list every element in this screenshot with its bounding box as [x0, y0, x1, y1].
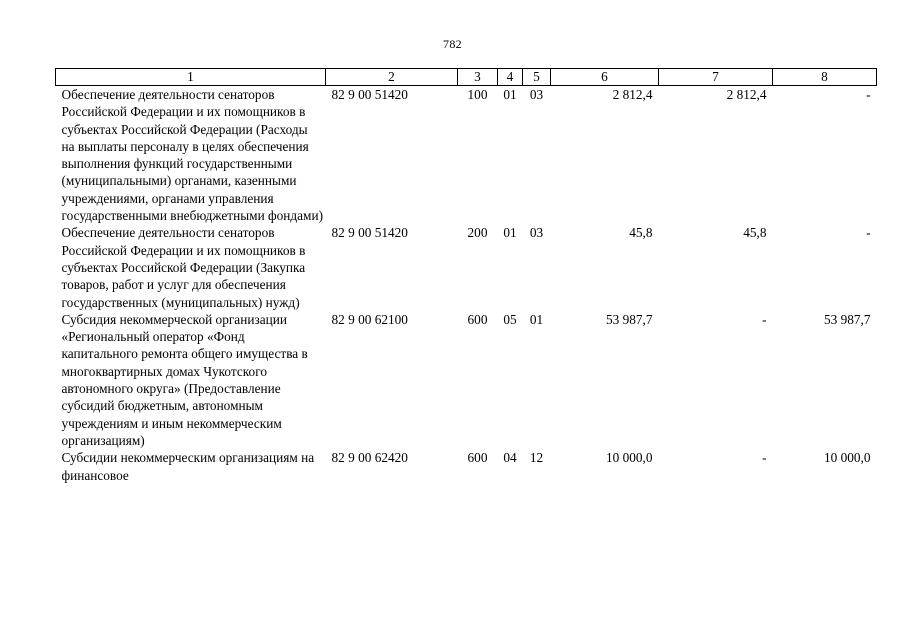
row-target-code: 82 9 00 51420: [331, 225, 408, 241]
row-total: 53 987,7: [605, 311, 653, 327]
header-row: [56, 69, 877, 86]
header-cell-1: 1: [56, 69, 326, 86]
table-row: [56, 224, 877, 310]
row-name: Субсидия некоммерческой организации «Региональный оператор «Фонд капитального ремонта общего имущества в многоквартирных домах Чукотского автономного округа» (Предоставление субсидий бюджетным, автономным учреждениям и иным некоммерческим организациям): [61, 311, 308, 448]
row-col8: 53 987,7: [823, 311, 871, 327]
header-cell-5: 5: [523, 69, 551, 86]
row-col7: 45,8: [743, 225, 767, 241]
row-col7: -: [762, 450, 767, 466]
page-number: 782: [443, 37, 462, 51]
table-body: [56, 86, 877, 484]
row-target-code: 82 9 00 51420: [331, 87, 408, 102]
row-subsection: 03: [529, 225, 544, 241]
row-col8: 10 000,0: [823, 450, 871, 466]
row-col7: -: [762, 311, 767, 327]
row-section: 01: [503, 225, 517, 241]
row-name: Обеспечение деятельности сенаторов Российской Федерации и их помощников в субъектах Российской Федерации (Расходы на выплаты персоналу в целях обеспечения выполнения функций государственными (муниципальными) органами, казенными учреждениями, органами управления государственными внебюджетными фондами): [61, 87, 324, 224]
row-name: Обеспечение деятельности сенаторов Российской Федерации и их помощников в субъектах Российской Федерации (Закупка товаров, работ и услуг для обеспечения государственных (муниципальных) нужд): [61, 225, 306, 310]
row-target-code: 82 9 00 62100: [331, 311, 408, 327]
row-total: 45,8: [629, 225, 653, 241]
row-target-code: 82 9 00 62420: [331, 450, 408, 466]
row-expense-type: 200: [467, 225, 488, 241]
header-cell-7: 7: [659, 69, 773, 86]
row-section: 04: [503, 450, 517, 466]
row-section: 01: [503, 87, 517, 102]
header-cell-3: 3: [458, 69, 498, 86]
budget-table: [55, 68, 877, 484]
row-total: 10 000,0: [605, 450, 653, 466]
header-cell-4: 4: [498, 69, 523, 86]
row-expense-type: 100: [467, 87, 488, 102]
row-subsection: 12: [529, 450, 544, 466]
row-col7: 2 812,4: [726, 87, 767, 102]
table-header: [56, 69, 877, 86]
row-subsection: 01: [529, 311, 544, 327]
header-cell-2: 2: [326, 69, 458, 86]
header-cell-8: 8: [773, 69, 877, 86]
row-name: Субсидии некоммерческим организациям на финансовое: [61, 450, 315, 483]
table-row: [56, 311, 877, 449]
row-subsection: 03: [529, 87, 544, 102]
row-expense-type: 600: [467, 450, 488, 466]
row-col8: -: [866, 87, 871, 102]
table-row: [56, 449, 877, 484]
row-total: 2 812,4: [612, 87, 653, 102]
header-cell-6: 6: [551, 69, 659, 86]
table-row: [56, 86, 877, 225]
row-col8: -: [866, 225, 871, 241]
row-expense-type: 600: [467, 311, 488, 327]
row-section: 05: [503, 311, 517, 327]
